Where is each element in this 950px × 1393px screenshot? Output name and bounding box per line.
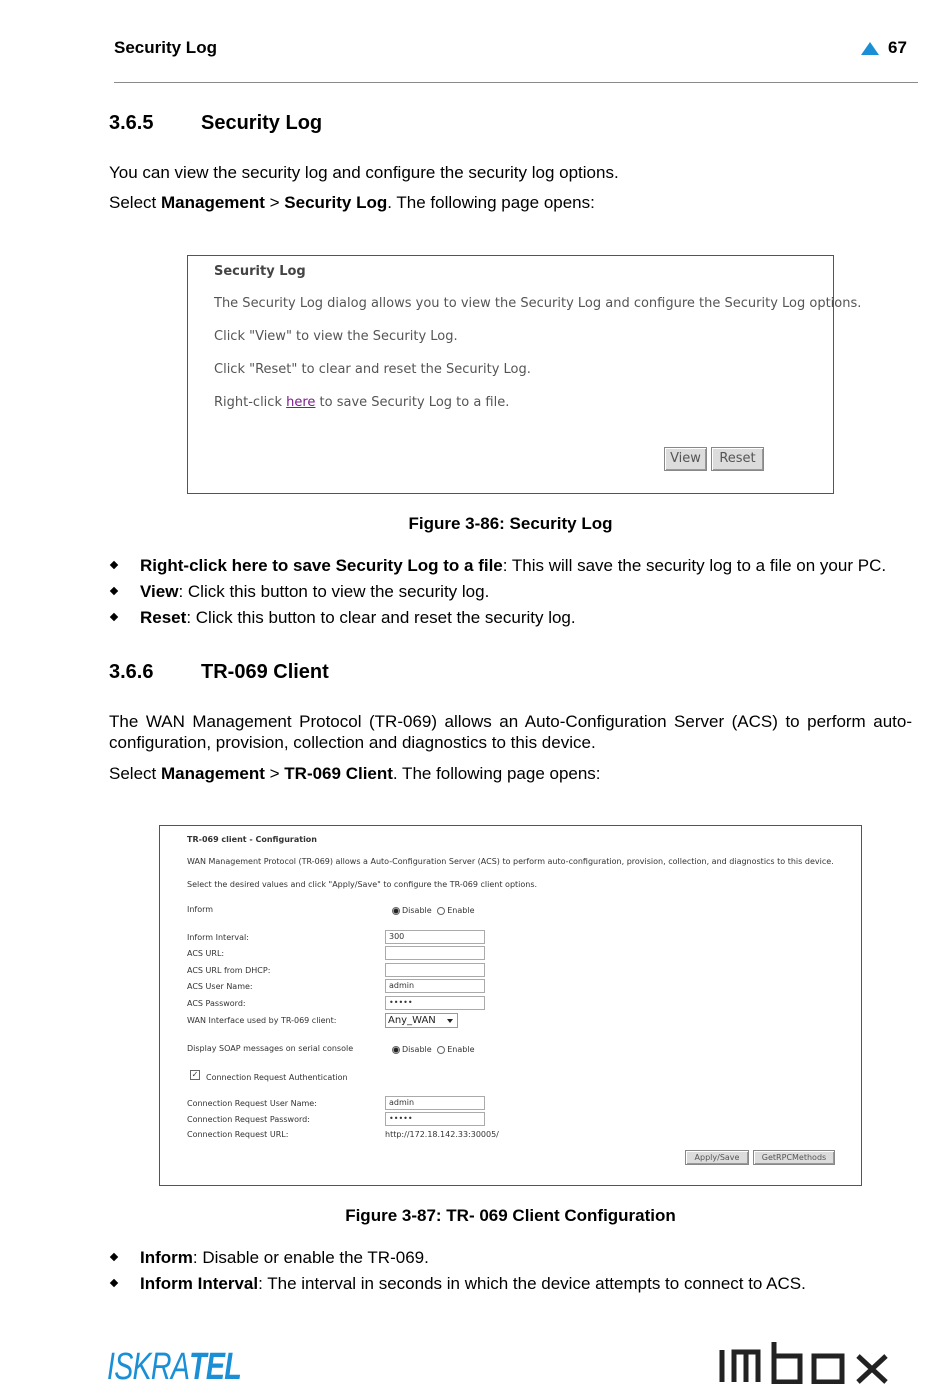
cr-user-input[interactable]: admin bbox=[385, 1096, 485, 1110]
security-log-screenshot bbox=[187, 255, 862, 494]
wan-interface-label: WAN Interface used by TR-069 client: bbox=[187, 1016, 337, 1025]
figure-caption-3-87: Figure 3-87: TR- 069 Client Configuration bbox=[345, 1206, 676, 1225]
acs-password-input[interactable]: ••••• bbox=[385, 996, 485, 1010]
list-item: Inform Interval: The interval in seconds in which the device attempts to connect to ACS. bbox=[109, 1273, 806, 1299]
iskratel-logo bbox=[107, 1347, 243, 1393]
triangle-up-icon bbox=[861, 42, 879, 55]
section-number: 3.6.5 bbox=[109, 112, 154, 134]
list-item: View: Click this button to view the security log. bbox=[109, 581, 886, 607]
list-item: Reset: Click this button to clear and reset the security log. bbox=[109, 607, 886, 633]
section-number: 3.6.6 bbox=[109, 661, 154, 683]
svg-text:ISKRATEL: ISKRATE bbox=[107, 1347, 236, 1383]
imbox-logo bbox=[718, 1340, 912, 1389]
screenshot-title: Security Log bbox=[214, 264, 306, 279]
chevron-down-icon bbox=[447, 1019, 453, 1023]
intro-paragraph: You can view the security log and configure the security log options. bbox=[109, 163, 619, 182]
acs-user-input[interactable]: admin bbox=[385, 979, 485, 993]
acs-user-label: ACS User Name: bbox=[187, 982, 253, 991]
iskratel-wordmark-icon bbox=[107, 1347, 243, 1383]
acs-url-dhcp-label: ACS URL from DHCP: bbox=[187, 966, 271, 975]
figure-caption-3-86: Figure 3-86: Security Log bbox=[408, 514, 613, 533]
section-title: Security Log bbox=[201, 112, 323, 134]
screenshot-description: The Security Log dialog allows you to view the Security Log and configure the Security Log options. bbox=[214, 296, 862, 311]
section-heading-3-6-6 bbox=[109, 661, 329, 684]
running-header-title: Security Log bbox=[114, 38, 217, 57]
cr-password-label: Connection Request Password: bbox=[187, 1115, 310, 1124]
radio-disable[interactable] bbox=[392, 907, 400, 915]
here-link[interactable]: here bbox=[286, 395, 316, 410]
reset-instruction: Click "Reset" to clear and reset the Security Log. bbox=[214, 362, 531, 377]
view-button[interactable]: View bbox=[664, 447, 707, 471]
conn-request-auth-checkbox[interactable]: ✓ bbox=[191, 1070, 199, 1079]
diamond-bullet-icon bbox=[110, 613, 118, 621]
inform-interval-label: Inform Interval: bbox=[187, 933, 249, 942]
inform-radio-group: Disable Enable bbox=[389, 906, 474, 915]
cr-password-input[interactable]: ••••• bbox=[385, 1112, 485, 1126]
list-item: Right-click here to save Security Log to a file: This will save the security log to a file on your PC. bbox=[109, 555, 886, 581]
imbox-wordmark-icon bbox=[718, 1340, 912, 1384]
conn-request-auth-label: Connection Request Authentication bbox=[206, 1073, 348, 1082]
tr069-intro-paragraph: The WAN Management Protocol (TR-069) allows an Auto-Configuration Server (ACS) to perform auto-configuration, provision, collection and diagnostics to this device. bbox=[109, 712, 912, 752]
tr069-config-screenshot bbox=[159, 825, 862, 1186]
screenshot-title: TR-069 client - Configuration bbox=[187, 835, 317, 844]
apply-save-button[interactable]: Apply/Save bbox=[685, 1150, 749, 1165]
list-item: Inform: Disable or enable the TR-069. bbox=[109, 1247, 806, 1273]
cr-user-label: Connection Request User Name: bbox=[187, 1099, 317, 1108]
inform-label: Inform bbox=[187, 905, 214, 914]
cr-url-value: http://172.18.142.33:30005/ bbox=[385, 1130, 499, 1139]
view-instruction: Click "View" to view the Security Log. bbox=[214, 329, 458, 344]
soap-label: Display SOAP messages on serial console bbox=[187, 1044, 354, 1053]
reset-button[interactable]: Reset bbox=[711, 447, 764, 471]
radio-enable[interactable] bbox=[437, 907, 445, 915]
acs-password-label: ACS Password: bbox=[187, 999, 246, 1008]
section-heading-3-6-5 bbox=[109, 112, 322, 135]
page-number: 67 bbox=[888, 38, 907, 57]
screenshot-description: WAN Management Protocol (TR-069) allows a Auto-Configuration Server (ACS) to perform auto-configuration, provision, collection, and diagnostics to this device. bbox=[187, 857, 834, 866]
acs-url-label: ACS URL: bbox=[187, 949, 225, 958]
navigation-instruction: Select Management > Security Log. The following page opens: bbox=[109, 193, 595, 212]
navigation-instruction: Select Management > TR-069 Client. The following page opens: bbox=[109, 764, 601, 783]
inform-interval-input[interactable]: 300 bbox=[385, 930, 485, 944]
diamond-bullet-icon bbox=[110, 1253, 118, 1261]
get-rpc-methods-button[interactable]: GetRPCMethods bbox=[753, 1150, 835, 1165]
acs-url-dhcp-input[interactable] bbox=[385, 963, 485, 977]
screenshot-instruction: Select the desired values and click "Apply/Save" to configure the TR-069 client options. bbox=[187, 880, 538, 889]
wan-interface-select[interactable]: Any_WAN bbox=[385, 1013, 458, 1028]
header-divider bbox=[114, 82, 918, 83]
soap-radio-group: Disable Enable bbox=[389, 1045, 474, 1054]
save-instruction: Right-click here to save Security Log to a file. bbox=[214, 395, 510, 410]
radio-enable[interactable] bbox=[437, 1046, 445, 1054]
cr-url-label: Connection Request URL: bbox=[187, 1130, 289, 1139]
security-log-bullets bbox=[109, 555, 886, 633]
diamond-bullet-icon bbox=[110, 587, 118, 595]
radio-disable[interactable] bbox=[392, 1046, 400, 1054]
tr069-bullets bbox=[109, 1247, 806, 1299]
diamond-bullet-icon bbox=[110, 561, 118, 569]
section-title: TR-069 Client bbox=[201, 661, 329, 683]
acs-url-input[interactable] bbox=[385, 946, 485, 960]
diamond-bullet-icon bbox=[110, 1279, 118, 1287]
